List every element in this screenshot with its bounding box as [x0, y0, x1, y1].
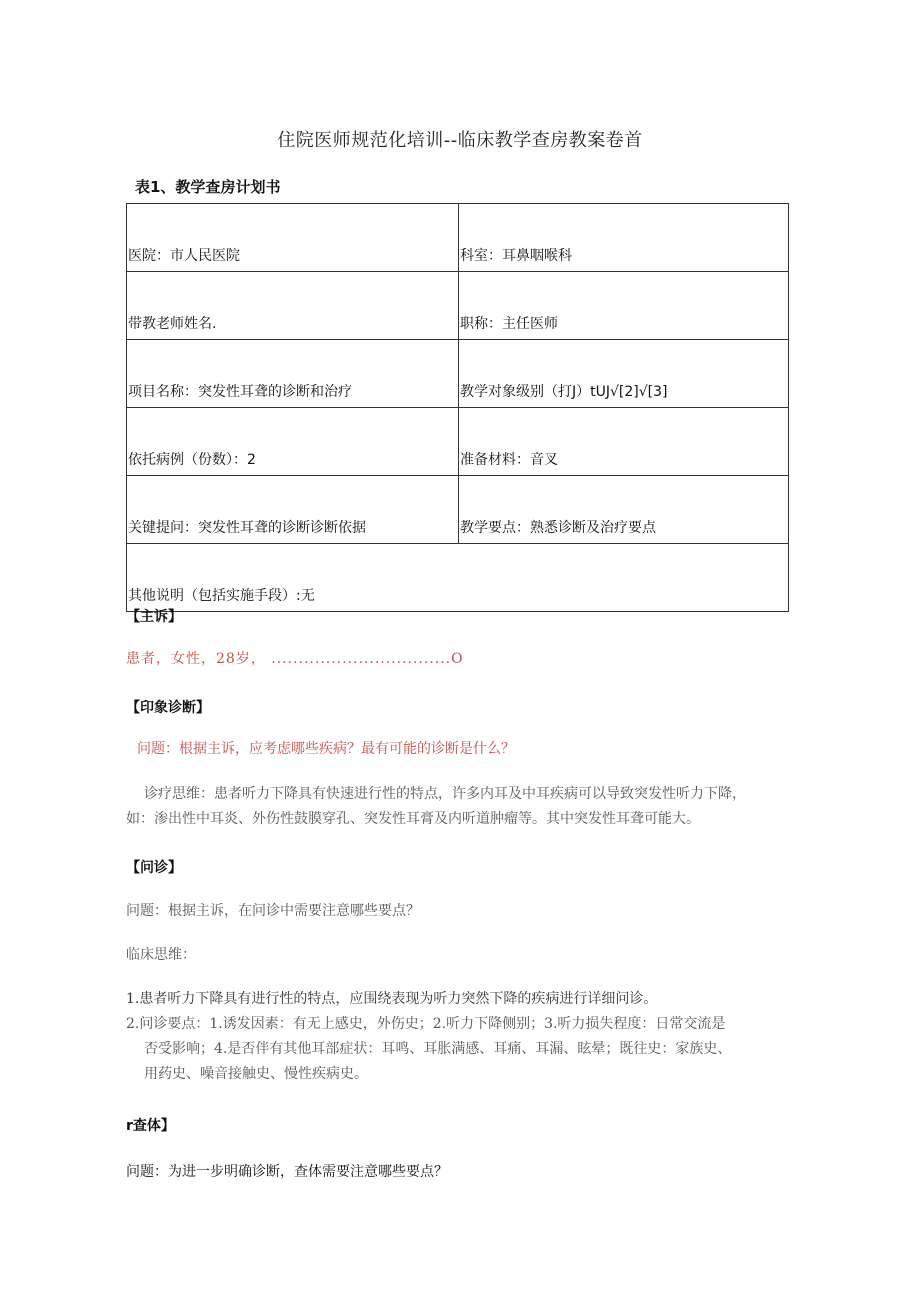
impression-question: 问题：根据主诉，应考虑哪些疾病？最有可能的诊断是什么？	[137, 741, 515, 757]
inquiry-item-1: 1.患者听力下降具有进行性的特点，应围绕表现为听力突然下降的疾病进行详细问诊。	[126, 991, 658, 1007]
impression-thinking-line1: 诊疗思维：患者听力下降具有快速进行性的特点，许多内耳及中耳疾病可以导致突发性听力下降，	[144, 786, 746, 802]
inquiry-heading: 【问诊】	[126, 860, 182, 876]
clinical-thinking-label: 临床思维：	[126, 947, 196, 963]
inquiry-item-2-line3: 用药史、噪音接触史、慢性疾病史。	[144, 1066, 368, 1082]
key-question-cell: 关键提问：突发性耳聋的诊断诊断依据	[127, 476, 459, 544]
complaint-heading: 【主诉】	[126, 609, 182, 625]
complaint-text: 患者，女性，28岁， .................................O	[126, 651, 464, 667]
impression-heading: 【印象诊断】	[126, 700, 210, 716]
table-row	[127, 476, 789, 544]
table-row	[127, 544, 789, 612]
target-level-cell: 教学对象级别（打J）tUJ√[2]√[3]	[459, 340, 789, 408]
table-caption: 表1、教学查房计划书	[135, 178, 281, 196]
teaching-points-cell: 教学要点：熟悉诊断及治疗要点	[459, 476, 789, 544]
case-count-cell: 依托病例（份数）：2	[127, 408, 459, 476]
table-row	[127, 272, 789, 340]
exam-heading: r查体】	[126, 1118, 175, 1134]
table-row	[127, 408, 789, 476]
inquiry-item-2-line1: 2.问诊要点：1.诱发因素：有无上感史，外伤史；2.听力下降侧别；3.听力损失程度：日常交流是	[126, 1016, 726, 1032]
department-cell: 科室：耳鼻咽喉科	[459, 204, 789, 272]
other-notes-cell: 其他说明（包括实施手段）:无	[127, 544, 789, 612]
impression-thinking-line2: 如：渗出性中耳炎、外伤性鼓膜穿孔、突发性耳膏及内听道肿瘤等。其中突发性耳聋可能大。	[126, 811, 700, 827]
teaching-round-plan-table	[126, 203, 789, 612]
exam-question: 问题：为进一步明确诊断，查体需要注意哪些要点？	[126, 1164, 448, 1180]
hospital-cell: 医院：市人民医院	[127, 204, 459, 272]
inquiry-question: 问题：根据主诉，在问诊中需要注意哪些要点？	[126, 903, 420, 919]
project-name-cell: 项目名称：突发性耳聋的诊断和治疗	[127, 340, 459, 408]
document-title: 住院医师规范化培训--临床教学查房教案卷首	[277, 130, 643, 151]
teacher-name-cell: 带教老师姓名.	[127, 272, 459, 340]
materials-cell: 准备材料：音叉	[459, 408, 789, 476]
inquiry-item-2-line2: 否受影响；4.是否伴有其他耳部症状：耳鸣、耳胀满感、耳痛、耳漏、眩晕；既往史：家族史、	[144, 1041, 732, 1057]
title-rank-cell: 职称：主任医师	[459, 272, 789, 340]
table-row	[127, 340, 789, 408]
table-row	[127, 204, 789, 272]
